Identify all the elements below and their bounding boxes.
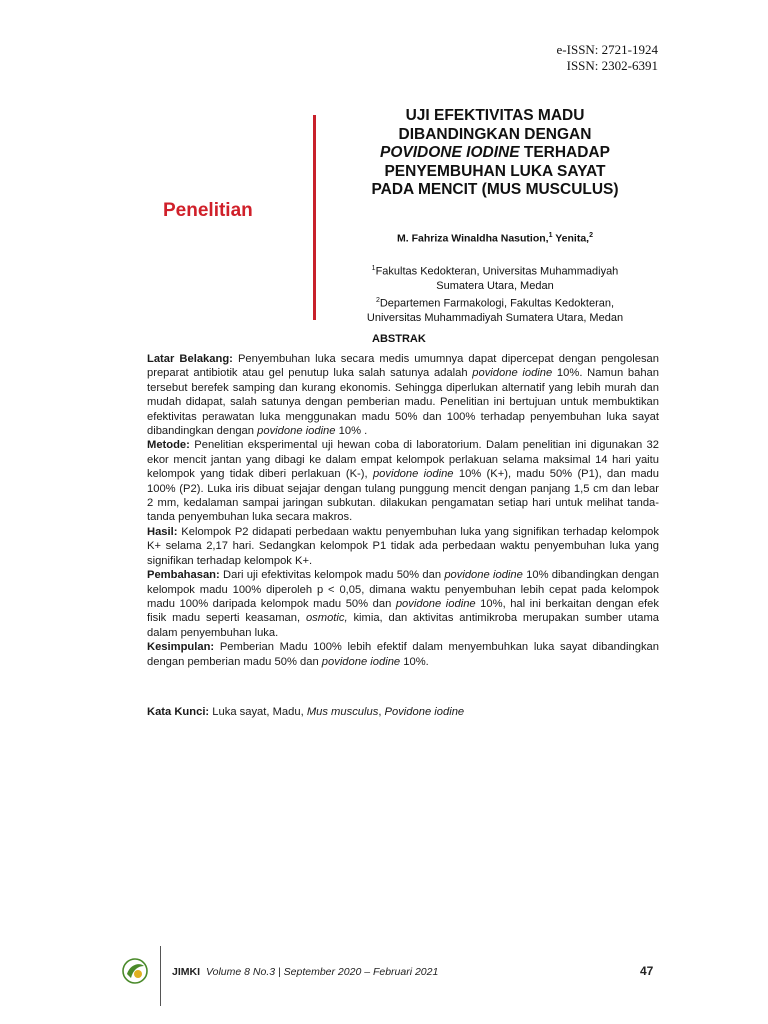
keywords-label: Kata Kunci: xyxy=(147,706,210,718)
section-label: Penelitian xyxy=(163,200,253,221)
keywords-plain: Luka sayat, Madu, xyxy=(209,706,307,718)
title-line-1: UJI EFEKTIVITAS MADU xyxy=(405,107,585,124)
author-1: M. Fahriza Winaldha Nasution, xyxy=(397,232,549,245)
affiliation-2-text: Departemen Farmakologi, Fakultas Kedokteran, xyxy=(379,297,615,310)
kesimpulan-text-2: 10%. xyxy=(400,655,429,668)
latar-text-1: Penyembuhan luka secara medis umumnya dapat dipercepat dengan pengolesan preparat antibiotik atau gel penutup luka salah satunya adalah xyxy=(147,353,660,380)
affiliation-2-line-1 xyxy=(335,294,655,311)
affiliation-2-sup: 2 xyxy=(375,296,380,304)
latar-text-3: 10% . xyxy=(335,425,368,438)
affiliation-1-sup: 1 xyxy=(371,265,376,272)
pembahasan-italic-osmotic: osmotic, xyxy=(305,612,348,625)
pembahasan-text-1: Dari uji efektivitas kelompok madu 50% dan xyxy=(219,569,445,582)
kesimpulan-italic: povidone iodine xyxy=(321,655,401,668)
author-1-sup: 1 xyxy=(548,232,553,239)
abstract-metode xyxy=(147,438,659,524)
abstract-kesimpulan xyxy=(147,640,659,669)
hasil-text: Kelompok P2 didapati perbedaan waktu penyembuhan luka yang signifikan terhadap kelompok K+ selama 2,17 hari. Sedangkan kelompok P1 tidak ada perbedaan waktu penyembuhan luka yang signifikan terhadap kelompok K+. xyxy=(147,525,659,567)
pembahasan-text-4: kimia, dan aktivitas antimikroba merupakan sumber utama dalam penyembuhan luka. xyxy=(147,612,659,639)
latar-italic-2: povidone iodine xyxy=(257,425,336,438)
title-line-3 xyxy=(335,144,655,163)
abstract-body xyxy=(147,352,659,669)
title-italic-term: POVIDONE IODINE xyxy=(380,144,520,161)
abstract-heading: ABSTRAK xyxy=(372,333,426,345)
kesimpulan-label: Kesimpulan: xyxy=(147,641,215,654)
title-line-2: DIBANDINGKAN DENGAN xyxy=(398,125,592,143)
journal-logo-icon xyxy=(120,956,150,986)
issn-text: ISSN: 2302-6391 xyxy=(566,58,658,73)
keywords xyxy=(147,706,659,718)
metode-italic: povidone iodine xyxy=(372,468,454,481)
hasil-label: Hasil: xyxy=(147,525,178,538)
pembahasan-text-2: 10% dibandingkan dengan kelompok madu 100% diperoleh p < 0,05, dimana waktu penyembuhan lebih cepat pada kelompok madu 100% daripada kelompok madu 50% dan xyxy=(147,569,659,610)
issn-block xyxy=(557,42,658,74)
pembahasan-italic-1: povidone iodine xyxy=(444,569,523,582)
latar-text-2: 10%. Namun bahan tersebut berefek samping dan kurang ekonomis. Sehingga diperlukan alternatif yang lebih murah dan mudah didapat, salah satunya dengan pemberian madu. Penelitian ini bertujuan untuk membuktikan efektivitas perawatan luka menggunakan madu 50% dan 100% terhadap penyembuhan luka sayat dibandingkan dengan xyxy=(147,367,659,438)
affiliation-2-line-2: Universitas Muhammadiyah Sumatera Utara, Medan xyxy=(366,311,624,324)
footer-volume: Volume 8 No.3 | September 2020 – Februari 2021 xyxy=(206,966,439,978)
pembahasan-label: Pembahasan: xyxy=(147,569,220,582)
eissn-text: e-ISSN: 2721-1924 xyxy=(556,42,658,57)
metode-text-2: 10% (K+), madu 50% (P1), dan madu 100% (P2). Luka iris dibuat sejajar dengan tulang punggung mencit dengan panjang 1,5 cm dan lebar 2 mm, kedalaman sampai jaringan subkutan. dilakukan pengamatan setiap hari untuk melihat tanda-tanda penyembuhan luka secara makros. xyxy=(147,468,659,524)
footer-citation xyxy=(172,966,438,978)
footer-brand: JIMKI xyxy=(172,966,201,978)
pembahasan-text-3: 10%, hal ini berkaitan dengan efek fisik madu seperti keasaman, xyxy=(147,597,659,625)
abstract-pembahasan xyxy=(147,568,659,640)
abstract-latar-belakang xyxy=(147,352,659,438)
page-number: 47 xyxy=(640,964,654,978)
title-divider xyxy=(313,115,316,320)
kesimpulan-text-1: Pemberian Madu 100% lebih efektif dalam menyembuhkan luka sayat dibandingkan dengan pemberian madu 50% dan xyxy=(147,641,659,668)
footer-divider xyxy=(160,946,161,1006)
metode-label: Metode: xyxy=(147,439,190,452)
keyword-mus-musculus: Mus musculus xyxy=(306,706,379,718)
keyword-povidone-iodine: Povidone iodine xyxy=(384,706,465,718)
author-2-sup: 2 xyxy=(589,232,593,239)
title-line-5: PADA MENCIT (MUS MUSCULUS) xyxy=(371,181,619,198)
title-line-4: PENYEMBUHAN LUKA SAYAT xyxy=(384,162,606,180)
keywords-separator: , xyxy=(378,706,385,718)
affiliations xyxy=(335,262,655,325)
authors xyxy=(335,232,655,245)
author-2: Yenita, xyxy=(552,232,590,245)
affiliation-1-line-2: Sumatera Utara, Medan xyxy=(436,280,554,293)
affiliation-1-text: Fakultas Kedokteran, Universitas Muhammadiyah xyxy=(375,265,619,278)
latar-label: Latar Belakang: xyxy=(147,353,233,365)
title-line-3-rest: TERHADAP xyxy=(519,144,610,161)
metode-text-1: Penelitian eksperimental uji hewan coba di laboratorium. Dalam penelitian ini digunakan 32 ekor mencit jantan yang dibagi ke dalam empat kelompok perlakuan selama maksimal 14 hari yaitu kelompok yang tidak diberi perlakuan (K-), xyxy=(147,439,659,481)
latar-italic-1: povidone iodine xyxy=(472,367,553,380)
paper-title xyxy=(335,107,655,200)
abstract-hasil xyxy=(147,525,659,568)
affiliation-1-line-1 xyxy=(335,262,655,279)
pembahasan-italic-2: povidone iodine xyxy=(395,597,476,610)
